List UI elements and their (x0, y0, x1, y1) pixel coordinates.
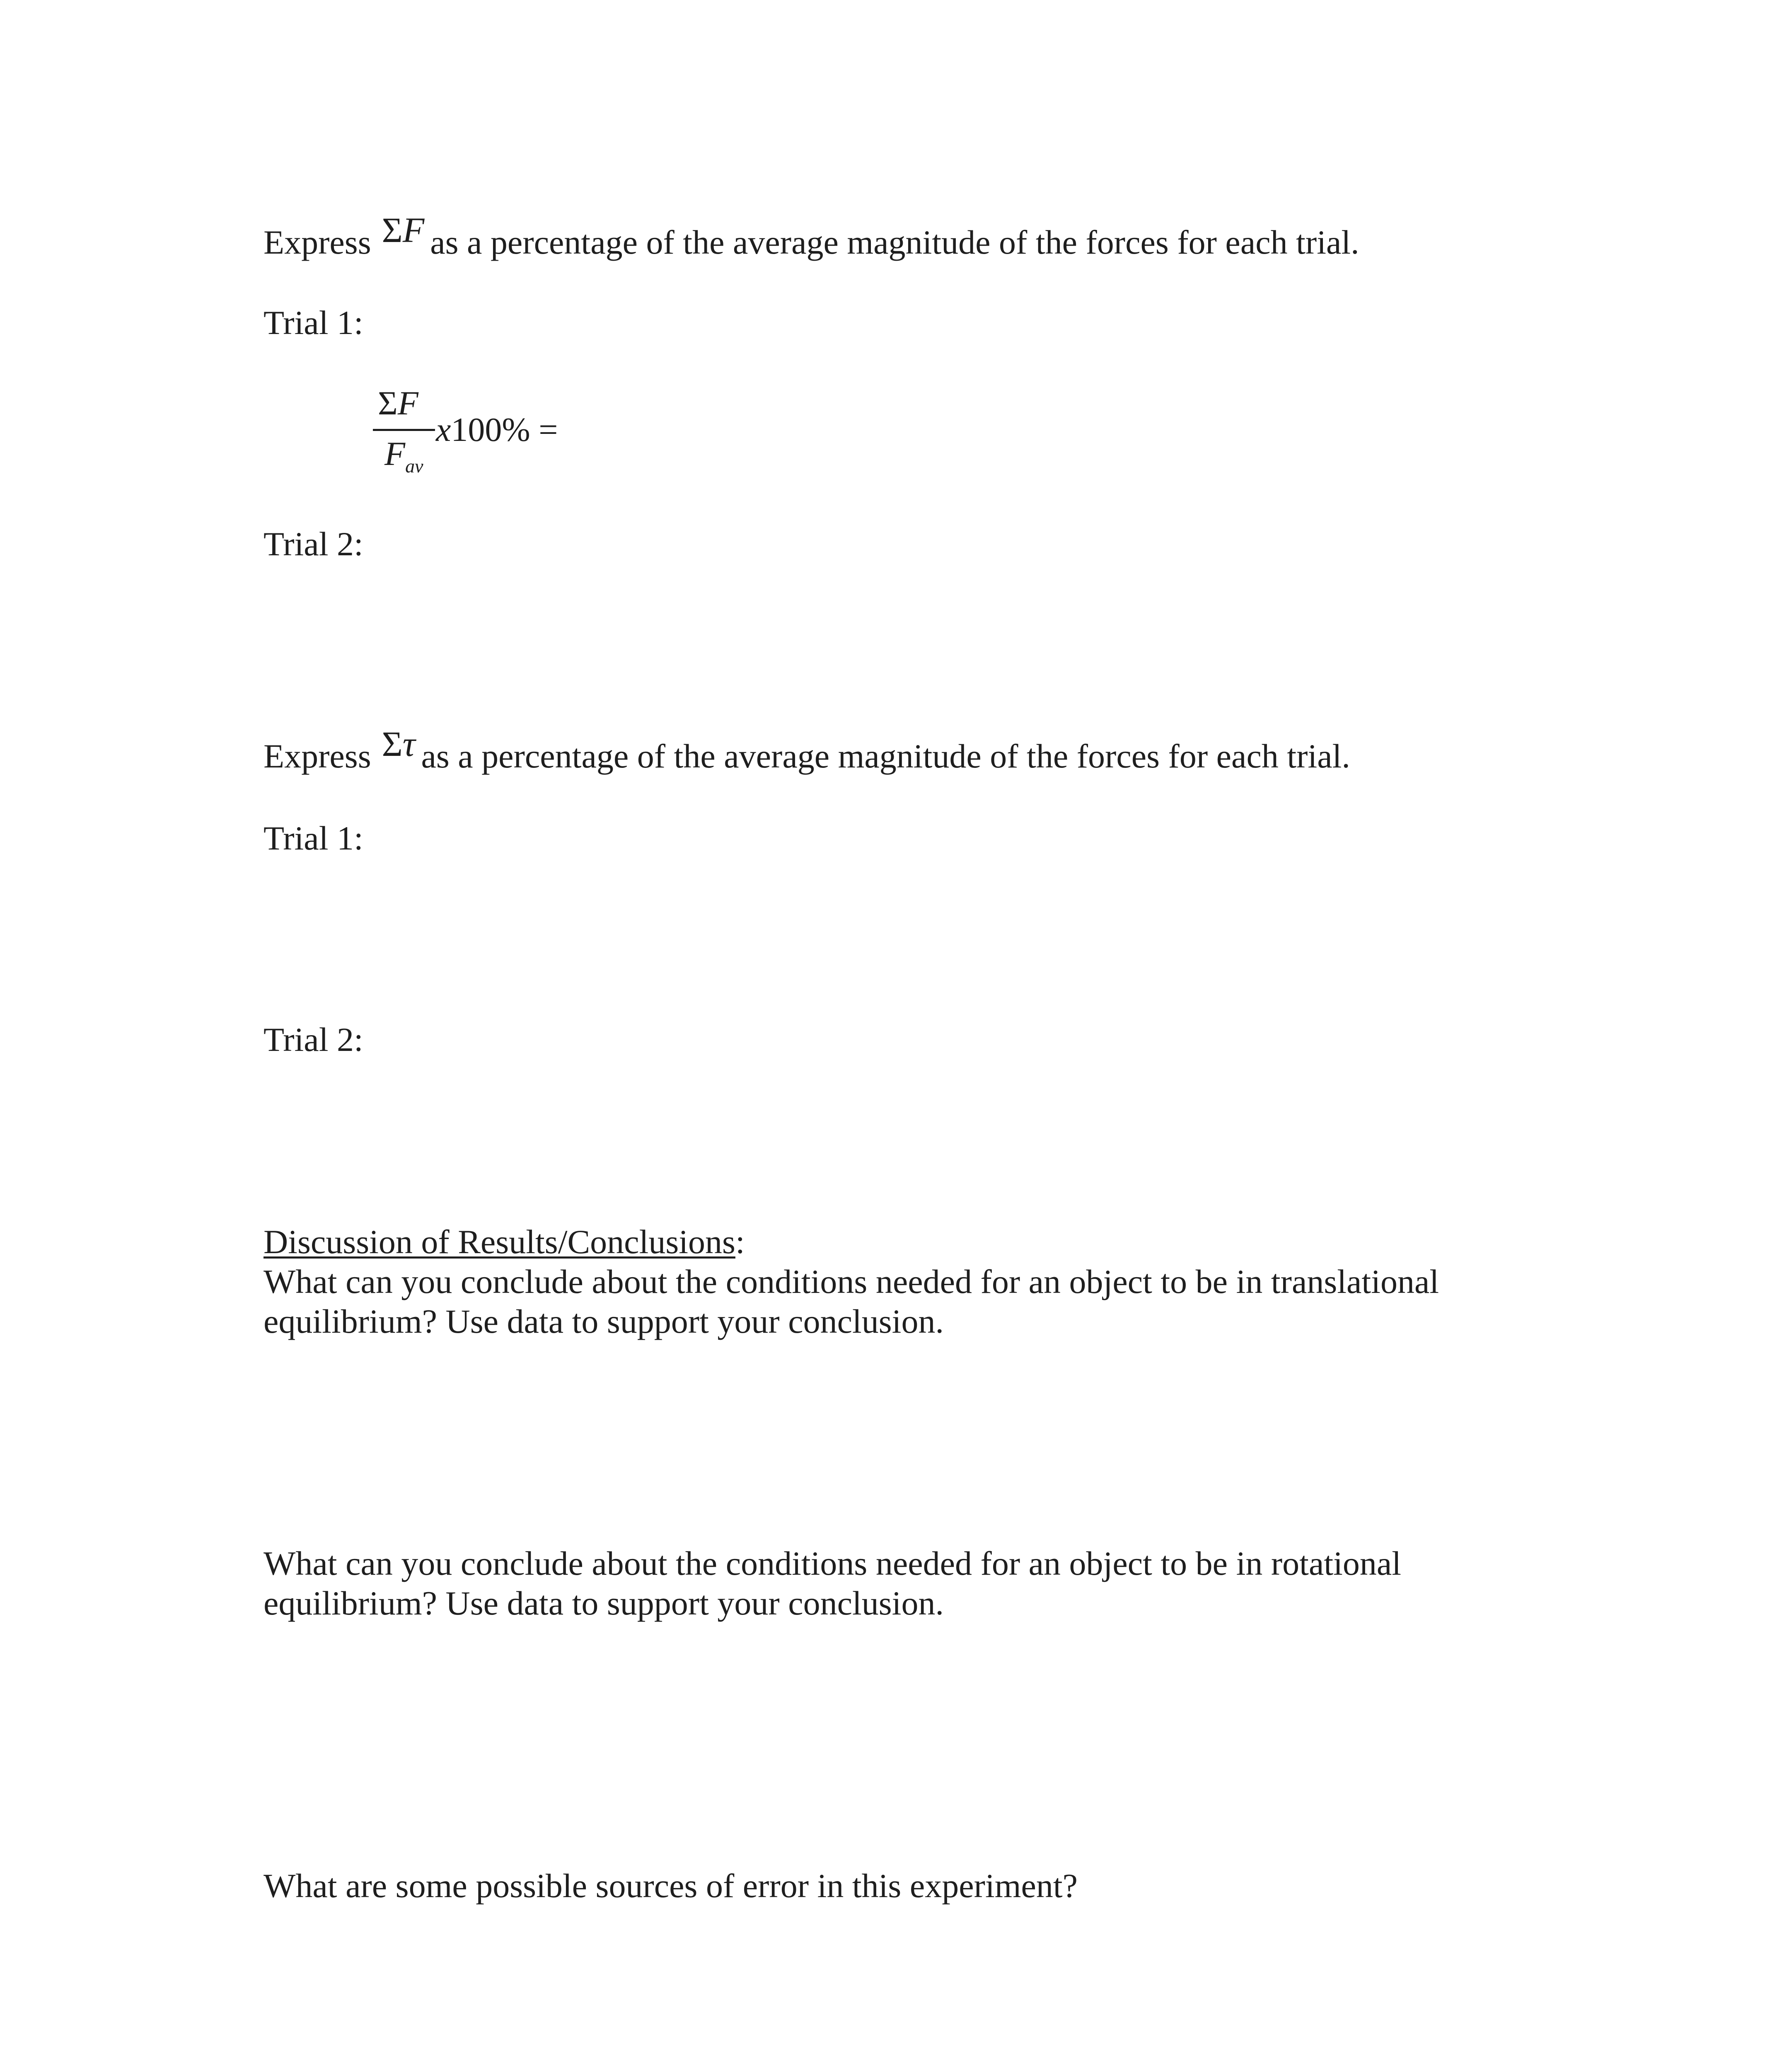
express-sum-torque-instruction (264, 724, 1350, 775)
question-rotational-line-1: What can you conclude about the conditions needed for an object to be in rotational (264, 1544, 1402, 1582)
question-translational-line-1: What can you conclude about the conditions needed for an object to be in translational (264, 1263, 1439, 1300)
trial-2-label: Trial 2: (264, 525, 363, 563)
formula-multiplier: x100% = (436, 411, 558, 448)
instruction-text: as a percentage of the average magnitude of the forces for each trial. (430, 223, 1359, 261)
express-label: Express (264, 223, 371, 261)
formula-numerator: ΣF (378, 384, 418, 422)
sum-force-symbol: ΣF (382, 210, 425, 250)
fraction-bar (373, 429, 435, 431)
question-sources-of-error: What are some possible sources of error in this experiment? (264, 1867, 1078, 1905)
formula-denominator: $F_{av}$ (384, 435, 423, 477)
instruction-text: as a percentage of the average magnitude of the forces for each trial. (421, 737, 1350, 775)
discussion-heading: Discussion of Results/Conclusions: (264, 1223, 745, 1261)
percentage-formula (373, 381, 605, 485)
trial-1-label: Trial 1: (264, 819, 363, 857)
question-rotational-line-2: equilibrium? Use data to support your conclusion. (264, 1584, 944, 1622)
trial-1-label: Trial 1: (264, 304, 363, 341)
express-label: Express (264, 737, 371, 775)
sum-torque-symbol: Στ (382, 724, 416, 764)
trial-2-label: Trial 2: (264, 1021, 363, 1058)
question-translational-line-2: equilibrium? Use data to support your conclusion. (264, 1302, 944, 1340)
express-sum-force-instruction (264, 210, 1359, 261)
